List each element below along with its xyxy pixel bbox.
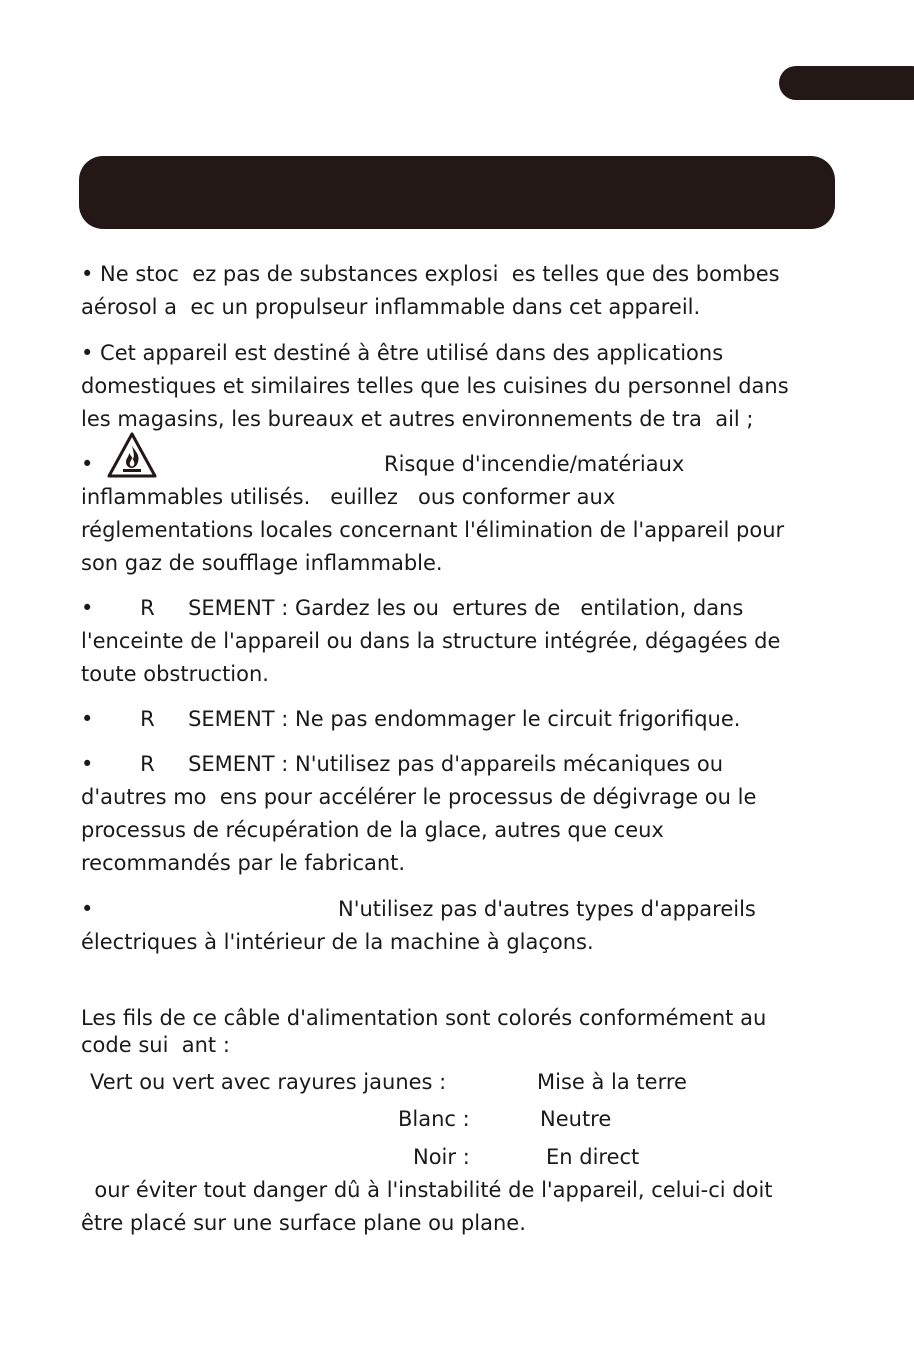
- wire-value: Mise à la terre: [537, 1070, 687, 1094]
- text-line: inflammables utilisés. euillez ous conformer aux: [81, 485, 616, 509]
- wire-value: Neutre: [540, 1107, 612, 1131]
- text-line: électriques à l'intérieur de la machine à glaçons.: [81, 930, 594, 954]
- text-line: l'enceinte de l'appareil ou dans la structure intégrée, dégagées de: [81, 629, 781, 653]
- flammable-warning-icon: [107, 432, 157, 478]
- text-line: les magasins, les bureaux et autres environnements de tra ail ;: [81, 407, 754, 431]
- text-line: • R SEMENT : N'utilisez pas d'appareils mécaniques ou: [81, 752, 724, 776]
- text-line: Risque d'incendie/matériaux: [384, 452, 685, 476]
- text-line: recommandés par le fabricant.: [81, 851, 406, 875]
- text-line: être placé sur une surface plane ou plane.: [81, 1211, 526, 1235]
- text-line: toute obstruction.: [81, 662, 269, 686]
- text-line: son gaz de soufflage inflammable.: [81, 551, 443, 575]
- text-line: aérosol a ec un propulseur inflammable dans cet appareil.: [81, 295, 701, 319]
- text-line: réglementations locales concernant l'élimination de l'appareil pour: [81, 518, 785, 542]
- bullet: •: [81, 897, 94, 921]
- text-line: our éviter tout danger dû à l'instabilité de l'appareil, celui-ci doit: [81, 1178, 773, 1202]
- header-banner: [79, 156, 835, 229]
- wire-value: En direct: [546, 1145, 640, 1169]
- text-line: d'autres mo ens pour accélérer le processus de dégivrage ou le: [81, 785, 757, 809]
- text-line: code sui ant :: [81, 1033, 230, 1057]
- text-line: processus de récupération de la glace, autres que ceux: [81, 818, 664, 842]
- text-line: • R SEMENT : Ne pas endommager le circuit frigorifique.: [81, 707, 741, 731]
- text-line: • Cet appareil est destiné à être utilisé dans des applications: [81, 341, 724, 365]
- text-line: N'utilisez pas d'autres types d'appareils: [338, 897, 756, 921]
- text-line: • Ne stoc ez pas de substances explosi es telles que des bombes: [81, 262, 780, 286]
- text-line: domestiques et similaires telles que les cuisines du personnel dans: [81, 374, 789, 398]
- wire-label: Noir :: [413, 1145, 470, 1169]
- wire-label: Blanc :: [398, 1107, 470, 1131]
- text-line: Les fils de ce câble d'alimentation sont colorés conformément au: [81, 1006, 767, 1030]
- wire-label: Vert ou vert avec rayures jaunes :: [90, 1070, 447, 1094]
- bullet: •: [81, 452, 94, 476]
- text-line: • R SEMENT : Gardez les ou ertures de entilation, dans: [81, 596, 744, 620]
- page-tab: [779, 66, 914, 100]
